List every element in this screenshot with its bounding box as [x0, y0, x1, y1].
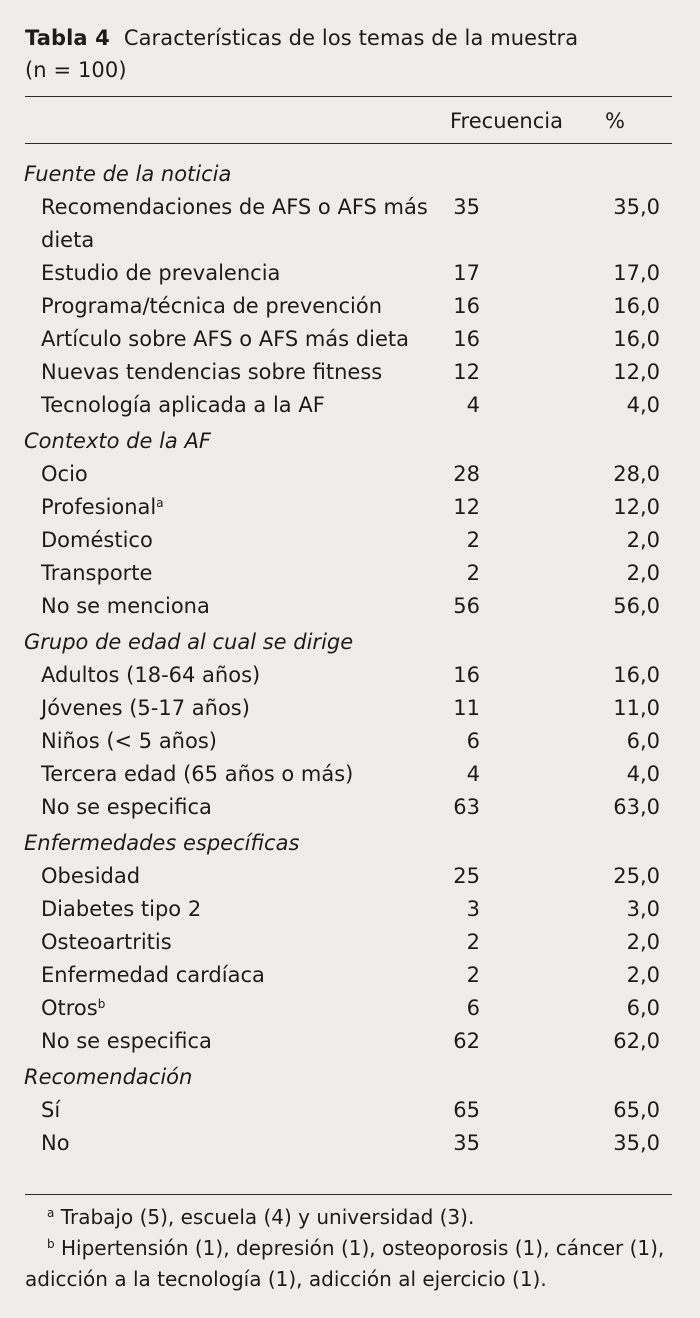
table-row: [0, 860, 700, 893]
table-title: Características de los temas de la muestra: [123, 26, 579, 50]
frequency-cell: 25: [453, 864, 480, 888]
table-caption: [25, 22, 675, 86]
row-label: No se especifica: [41, 795, 212, 819]
row-label: Sí: [41, 1098, 61, 1122]
footnote-b: [25, 1233, 677, 1295]
percent-cell: 2,0: [626, 963, 660, 987]
frequency-cell: 16: [453, 663, 480, 687]
table-row: [0, 893, 700, 926]
percent-cell: 12,0: [613, 360, 660, 384]
percent-cell: 16,0: [613, 663, 660, 687]
frequency-cell: 17: [453, 261, 480, 285]
frequency-cell: 2: [466, 963, 480, 987]
table-row: [0, 1127, 700, 1160]
footnote-a-mark: a: [47, 1206, 55, 1220]
top-rule: [25, 96, 672, 97]
frequency-cell: 4: [466, 762, 480, 786]
table-footnotes: [25, 1202, 677, 1295]
footnote-reference: b: [97, 997, 106, 1011]
row-label: Jóvenes (5-17 años): [41, 696, 250, 720]
percent-cell: 17,0: [613, 261, 660, 285]
percent-cell: 35,0: [613, 1131, 660, 1155]
percent-cell: 3,0: [626, 897, 660, 921]
percent-cell: 25,0: [613, 864, 660, 888]
row-label: Enfermedad cardíaca: [41, 963, 265, 987]
section-header-row: [0, 827, 700, 860]
table-row: [0, 524, 700, 557]
row-label: Adultos (18-64 años): [41, 663, 261, 687]
percent-cell: 65,0: [613, 1098, 660, 1122]
frequency-cell: 6: [466, 729, 480, 753]
row-label: No se especifica: [41, 1029, 212, 1053]
frequency-cell: 56: [453, 594, 480, 618]
section-header-row: [0, 626, 700, 659]
frequency-cell: 28: [453, 462, 480, 486]
section-header-label: Recomendación: [24, 1065, 193, 1089]
row-label: Doméstico: [41, 528, 153, 552]
section-header-label: Fuente de la noticia: [24, 162, 232, 186]
table-row: [0, 323, 700, 356]
percent-cell: 12,0: [613, 495, 660, 519]
frequency-cell: 2: [466, 561, 480, 585]
row-label: Ocio: [41, 462, 88, 486]
frequency-cell: 11: [453, 696, 480, 720]
percent-cell: 6,0: [626, 729, 660, 753]
table-row: [0, 557, 700, 590]
percent-cell: 63,0: [613, 795, 660, 819]
table-row: [0, 191, 700, 224]
row-label: Obesidad: [41, 864, 141, 888]
row-label: Otros$^b$: [41, 996, 106, 1020]
frequency-cell: 3: [466, 897, 480, 921]
header-rule: [25, 143, 672, 144]
table-row: [0, 590, 700, 623]
bottom-rule: [25, 1194, 672, 1195]
table-row: [0, 1025, 700, 1058]
frequency-cell: 16: [453, 294, 480, 318]
percent-cell: 11,0: [613, 696, 660, 720]
table-row: [0, 491, 700, 524]
frequency-cell: 35: [453, 1131, 480, 1155]
table-row: [0, 389, 700, 422]
row-label: Diabetes tipo 2: [41, 897, 202, 921]
footnote-a-text: Trabajo (5), escuela (4) y universidad (3).: [60, 1205, 475, 1229]
table-row: [0, 356, 700, 389]
table-row: [0, 1094, 700, 1127]
table-label: Tabla 4: [25, 26, 110, 50]
row-label: No se menciona: [41, 594, 210, 618]
row-label: dieta: [41, 228, 95, 252]
table-row: [0, 758, 700, 791]
percent-cell: 56,0: [613, 594, 660, 618]
frequency-cell: 12: [453, 495, 480, 519]
section-header-row: [0, 1061, 700, 1094]
frequency-cell: 12: [453, 360, 480, 384]
table-title-sample-size: (n = 100): [25, 58, 127, 82]
row-label: Osteoartritis: [41, 930, 172, 954]
frequency-cell: 6: [466, 996, 480, 1020]
percent-cell: 2,0: [626, 930, 660, 954]
frequency-cell: 2: [466, 528, 480, 552]
row-label: Nuevas tendencias sobre fitness: [41, 360, 383, 384]
footnote-b-text: Hipertensión (1), depresión (1), osteoporosis (1), cáncer (1), adicción a la tecnología (1), adicción al ejercicio (1).: [25, 1236, 665, 1291]
frequency-cell: 2: [466, 930, 480, 954]
percent-cell: 6,0: [626, 996, 660, 1020]
percent-cell: 35,0: [613, 195, 660, 219]
column-header-frecuencia: Frecuencia: [450, 109, 563, 133]
table-row: [0, 725, 700, 758]
row-label: Estudio de prevalencia: [41, 261, 281, 285]
row-label: No: [41, 1131, 70, 1155]
section-header-label: Enfermedades específicas: [24, 831, 300, 855]
section-header-label: Contexto de la AF: [24, 429, 211, 453]
footnote-b-mark: b: [47, 1237, 55, 1251]
frequency-cell: 62: [453, 1029, 480, 1053]
frequency-cell: 63: [453, 795, 480, 819]
row-label: Niños (< 5 años): [41, 729, 217, 753]
section-header-row: [0, 425, 700, 458]
table-row: [0, 791, 700, 824]
section-header-row: [0, 158, 700, 191]
percent-cell: 2,0: [626, 528, 660, 552]
percent-cell: 28,0: [613, 462, 660, 486]
table-row: [0, 257, 700, 290]
frequency-cell: 16: [453, 327, 480, 351]
row-label: Tercera edad (65 años o más): [41, 762, 354, 786]
row-label: Programa/técnica de prevención: [41, 294, 383, 318]
table-row: [0, 926, 700, 959]
table-row: [0, 959, 700, 992]
percent-cell: 2,0: [626, 561, 660, 585]
frequency-cell: 35: [453, 195, 480, 219]
row-label: Tecnología aplicada a la AF: [41, 393, 325, 417]
percent-cell: 4,0: [626, 762, 660, 786]
table-row: [0, 659, 700, 692]
percent-cell: 4,0: [626, 393, 660, 417]
table-row: [0, 290, 700, 323]
table-row: [0, 992, 700, 1025]
percent-cell: 16,0: [613, 294, 660, 318]
footnote-reference: a: [156, 496, 164, 510]
frequency-cell: 65: [453, 1098, 480, 1122]
frequency-cell: 4: [466, 393, 480, 417]
percent-cell: 16,0: [613, 327, 660, 351]
row-label: Transporte: [41, 561, 153, 585]
row-label: Recomendaciones de AFS o AFS más: [41, 195, 428, 219]
column-header-percent: %: [605, 109, 625, 133]
table-row: [0, 458, 700, 491]
percent-cell: 62,0: [613, 1029, 660, 1053]
footnote-a: [25, 1202, 677, 1233]
table-row: [0, 224, 700, 257]
row-label: Artículo sobre AFS o AFS más dieta: [41, 327, 409, 351]
section-header-label: Grupo de edad al cual se dirige: [24, 630, 354, 654]
row-label: Profesional$^a$: [41, 495, 164, 519]
table-row: [0, 692, 700, 725]
